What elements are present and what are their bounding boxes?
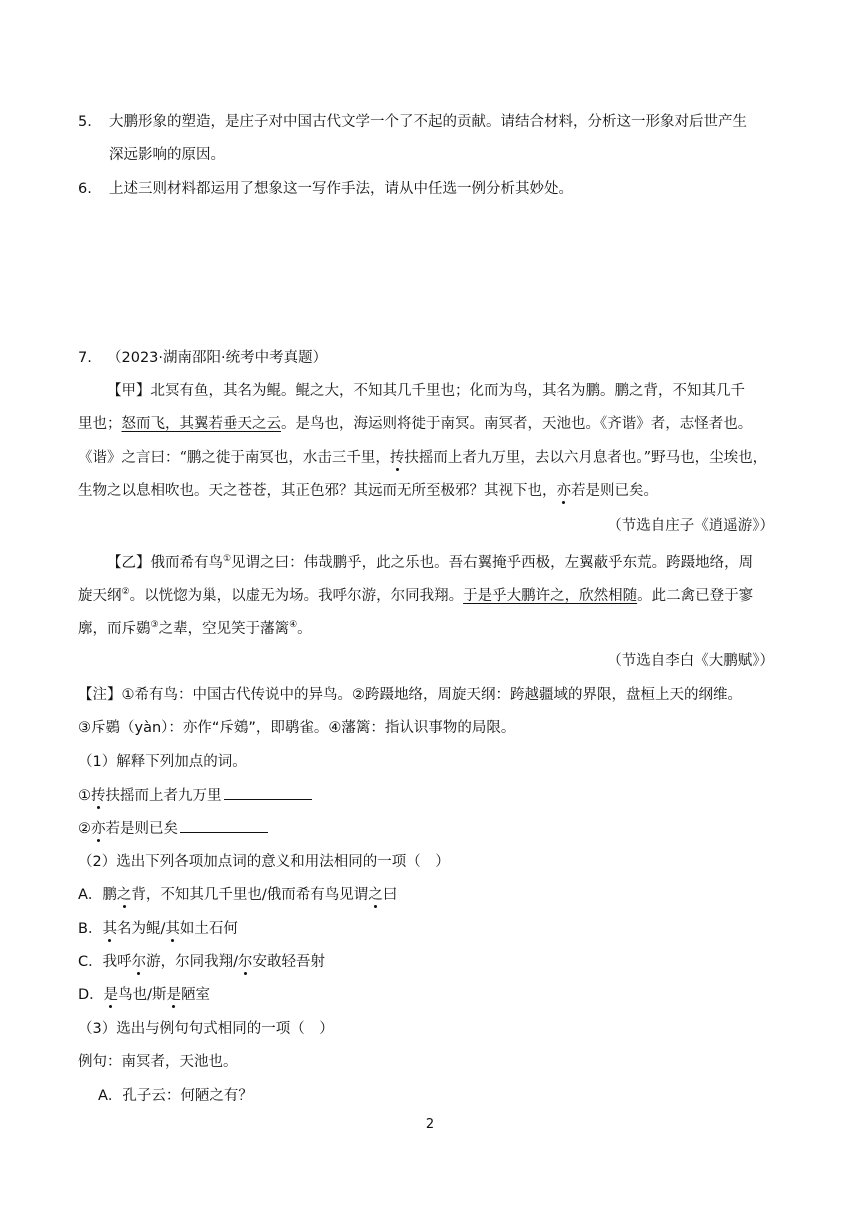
- opt-c-2: 游，尔同我翔/: [146, 954, 239, 970]
- jia-line-4-b: 若是则已矣。: [571, 483, 658, 499]
- sub1-a-text: 扶摇而上者九万里: [105, 788, 222, 804]
- note-line-2: ③斥鷃（yàn）：亦作“斥鴳”，即鹖雀。④藩篱：指认识事物的局限。: [78, 720, 516, 736]
- opt-b-dot-2: 其: [165, 921, 180, 937]
- sub2-title: （2）选出下列各项加点词的意义和用法相同的一项（ ）: [78, 854, 450, 870]
- sub1-a-marker: ①: [78, 788, 91, 804]
- sub3-example: 例句：南冥者，天池也。: [78, 1054, 238, 1070]
- page-number: 2: [425, 1117, 435, 1132]
- footnote-mark-3: ③: [150, 620, 159, 630]
- sub1-b-marker: ②: [78, 821, 91, 837]
- q7-number: 7.: [78, 350, 92, 366]
- opt-c-1: C．我呼: [78, 954, 132, 970]
- opt-a-1: A．鹏: [78, 887, 117, 903]
- opt-c-dot-1: 尔: [131, 954, 147, 970]
- sub1-title: （1）解释下列加点的词。: [78, 754, 247, 770]
- yi-line-3-a: 廓，而斥鷃: [78, 620, 151, 637]
- jia-line-4-a: 生物之以息相吹也。天之苍苍，其正色邪？其远而无所至极邪？其视下也，: [78, 483, 557, 499]
- jia-line-2: [78, 414, 752, 434]
- jia-line-4: [78, 481, 658, 501]
- opt-d-3: 陋室: [181, 987, 211, 1003]
- opt-d-dot-2: 是: [166, 987, 182, 1003]
- yi-line-2: [78, 582, 753, 606]
- answer-blank-1[interactable]: [224, 785, 312, 800]
- dotted-word-yi: 亦: [556, 483, 571, 499]
- opt-b-1: B．: [78, 921, 103, 937]
- sub2-option-b: [78, 919, 238, 939]
- opt-d-1: D．: [78, 987, 104, 1003]
- sub1-b-text: 若是则已矣: [105, 821, 178, 837]
- opt-a-2: 背，不知其几千里也/俄而希有鸟见谓: [131, 887, 369, 903]
- opt-d-2: 鸟也/斯: [118, 987, 167, 1003]
- jia-line-2-b: 。是鸟也，海运则将徙于南冥。南冥者，天池也。《齐谐》者，志怪者也。: [281, 416, 753, 432]
- opt-c-3: 安敢轻吾射: [252, 954, 326, 970]
- jia-underlined-sentence: 怒而飞，其翼若垂天之云: [121, 416, 281, 432]
- opt-a-dot-2: 之: [368, 887, 383, 903]
- opt-a-3: 曰: [382, 887, 398, 903]
- sub2-option-d: [78, 985, 210, 1005]
- yi-line-3-c: 。: [297, 620, 312, 637]
- jia-line-2-a: 里也；: [78, 416, 122, 432]
- yi-citation: （节选自李白《大鹏赋》）: [607, 653, 774, 669]
- jia-line-3-b: 扶摇而上者九万里，去以六月息者也。”野马也，尘埃也，: [404, 450, 768, 466]
- note-line-1: 【注】①希有鸟：中国古代传说中的异鸟。②跨蹑地络，周旋天纲：跨越疆域的界限，盘桓上天的纲维。: [78, 687, 742, 703]
- opt-b-dot-1: 其: [102, 921, 117, 937]
- sub2-option-c: [78, 952, 325, 972]
- q6-line-1: 上述三则材料都运用了想象这一写作手法，请从中任选一例分析其妙处。: [109, 181, 573, 197]
- sub2-option-a: [78, 885, 397, 905]
- yi-line-1: [107, 549, 753, 573]
- footnote-mark-4: ④: [289, 620, 298, 630]
- yi-line-3: [78, 615, 312, 639]
- opt-b-2: 名为鲲/: [116, 921, 166, 937]
- answer-blank-2[interactable]: [180, 818, 268, 833]
- sub3-title: （3）选出与例句句式相同的一项（ ）: [78, 1021, 334, 1037]
- q7-source: （2023·湖南邵阳·统考中考真题）: [107, 350, 328, 366]
- yi-line-2-a: 旋天纲: [78, 587, 122, 604]
- sub3-option-a: A．孔子云：何陋之有？: [98, 1088, 253, 1104]
- jia-line-3-a: 《谐》之言曰：“鹏之徙于南冥也，水击三千里，: [78, 450, 390, 466]
- jia-citation: （节选自庄子《逍遥游》）: [607, 518, 774, 534]
- sub1-a-dotted-word: 抟: [91, 788, 106, 804]
- jia-line-1: 【甲】北冥有鱼，其名为鲲。鲲之大，不知其几千里也；化而为鸟，其名为鹏。鹏之背，不知其几千: [107, 383, 745, 399]
- yi-line-2-b: 。以恍惚为巢，以虚无为场。我呼尔游，尔同我翔。: [129, 587, 464, 604]
- yi-underlined-sentence: 于是乎大鹏许之，欣然相随: [463, 587, 638, 604]
- opt-b-3: 如土石何: [179, 921, 238, 937]
- q5-line-1: 大鹏形象的塑造，是庄子对中国古代文学一个了不起的贡献。请结合材料，分析这一形象对后世产生: [109, 114, 747, 130]
- dotted-word-tuan: 抟: [389, 450, 405, 466]
- yi-line-1-b: 见谓之曰：伟哉鹏乎，此之乐也。吾右翼掩乎西极，左翼蔽乎东荒。跨蹑地络，周: [231, 554, 754, 571]
- footnote-mark-2: ②: [121, 587, 130, 597]
- jia-line-3: [78, 448, 767, 468]
- sub1-item-b: [78, 818, 268, 839]
- q5-number: 5.: [78, 114, 92, 130]
- yi-line-3-b: 之辈，空见笑于藩篱: [158, 620, 290, 637]
- yi-line-2-c: 。此二禽已登于寥: [637, 587, 754, 604]
- sub1-b-dotted-word: 亦: [91, 821, 106, 837]
- q5-line-2: 深远影响的原因。: [109, 147, 225, 163]
- opt-a-dot-1: 之: [116, 887, 132, 903]
- opt-d-dot-1: 是: [103, 987, 119, 1003]
- sub1-item-a: [78, 785, 312, 806]
- opt-c-dot-2: 尔: [238, 954, 253, 970]
- footnote-mark-1: ①: [223, 554, 232, 564]
- q6-number: 6.: [78, 181, 92, 197]
- yi-line-1-a: 【乙】俄而希有鸟: [107, 554, 223, 571]
